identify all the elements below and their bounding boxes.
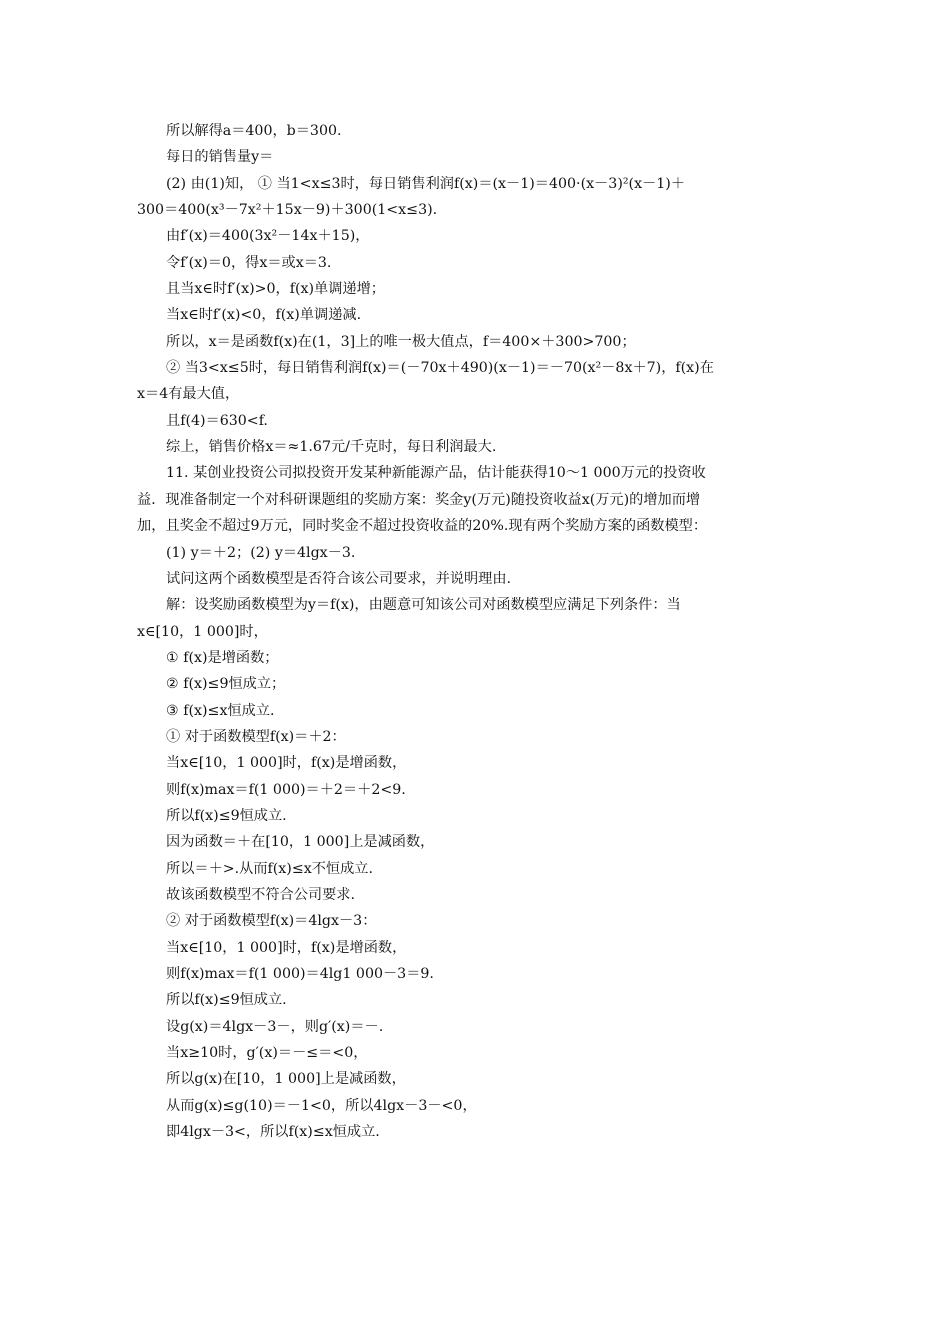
text-line: 益．现准备制定一个对科研课题组的奖励方案：奖金y(万元)随投资收益x(万元)的增加而增	[137, 491, 701, 508]
text-line: 每日的销售量y＝	[166, 149, 274, 166]
text-line: (1) y＝＋2；(2) y＝4lgx－3.	[166, 544, 356, 561]
text-line: 因为函数＝＋在[10，1 000]上是减函数，	[166, 834, 435, 851]
text-line: 综上，销售价格x＝≈1.67元/千克时，每日利润最大.	[166, 439, 497, 456]
text-line: 当x∈[10，1 000]时，f(x)是增函数，	[166, 939, 407, 956]
text-line: 所以＝＋>.从而f(x)≤x不恒成立.	[166, 860, 373, 877]
document-body	[137, 118, 815, 1145]
text-line: 当x∈时f′(x)<0，f(x)单调递减.	[166, 307, 362, 324]
text-line: 所以f(x)≤9恒成立.	[166, 807, 287, 824]
text-line: x∈[10，1 000]时，	[137, 623, 268, 640]
text-line: 设g(x)＝4lgx－3－，则g′(x)＝－.	[166, 1018, 384, 1035]
text-line: 则f(x)max＝f(1 000)＝4lg1 000－3＝9.	[166, 966, 434, 982]
text-line: 试问这两个函数模型是否符合该公司要求，并说明理由.	[166, 570, 512, 587]
text-line: 所以解得a＝400，b＝300.	[166, 123, 342, 139]
text-line: 且f(4)＝630<f.	[166, 412, 268, 429]
text-line: 故该函数模型不符合公司要求.	[166, 886, 355, 903]
text-line: 加，且奖金不超过9万元，同时奖金不超过投资收益的20%.现有两个奖励方案的函数模型：	[137, 518, 708, 535]
text-line: 所以，x＝是函数f(x)在(1，3]上的唯一极大值点，f＝400×＋300>700；	[166, 333, 636, 350]
text-line: 当x∈[10，1 000]时，f(x)是增函数，	[166, 755, 407, 772]
text-line: ② f(x)≤9恒成立；	[166, 676, 286, 693]
text-line: x＝4有最大值，	[137, 386, 240, 403]
text-line: 且当x∈时f′(x)>0，f(x)单调递增；	[166, 281, 385, 298]
text-line: 所以g(x)在[10，1 000]上是减函数，	[166, 1071, 406, 1088]
text-line: 令f′(x)＝0，得x＝或x＝3.	[166, 254, 332, 271]
text-line: 所以f(x)≤9恒成立.	[166, 992, 287, 1009]
text-line: 由f′(x)＝400(3x²－14x＋15)，	[166, 228, 370, 245]
text-line: 即4lgx－3<，所以f(x)≤x恒成立.	[166, 1124, 380, 1141]
text-line: 解：设奖励函数模型为y＝f(x)，由题意可知该公司对函数模型应满足下列条件：当	[166, 597, 681, 614]
text-line: 则f(x)max＝f(1 000)＝＋2＝＋2<9.	[166, 781, 406, 798]
text-line: ② 当3<x≤5时，每日销售利润f(x)＝(－70x＋490)(x－1)＝－70(x²－8x＋7)，f(x)在	[166, 360, 714, 377]
text-line: ② 对于函数模型f(x)＝4lgx－3：	[166, 913, 377, 930]
text-line: 300＝400(x³－7x²＋15x－9)＋300(1<x≤3).	[137, 202, 438, 219]
text-line: ① f(x)是增函数；	[166, 649, 279, 666]
text-line: 当x≥10时，g′(x)＝－≤＝<0，	[166, 1045, 368, 1062]
text-line: ① 对于函数模型f(x)＝＋2：	[166, 728, 346, 745]
text-line: 11. 某创业投资公司拟投资开发某种新能源产品，估计能获得10～1 000万元的投资收	[166, 465, 706, 482]
text-line: (2) 由(1)知， ① 当1<x≤3时，每日销售利润f(x)＝(x－1)＝400·(x－3)²(x－1)＋	[166, 175, 686, 192]
text-line: 从而g(x)≤g(10)＝－1<0，所以4lgx－3－<0，	[166, 1097, 477, 1114]
text-line: ③ f(x)≤x恒成立.	[166, 702, 275, 719]
